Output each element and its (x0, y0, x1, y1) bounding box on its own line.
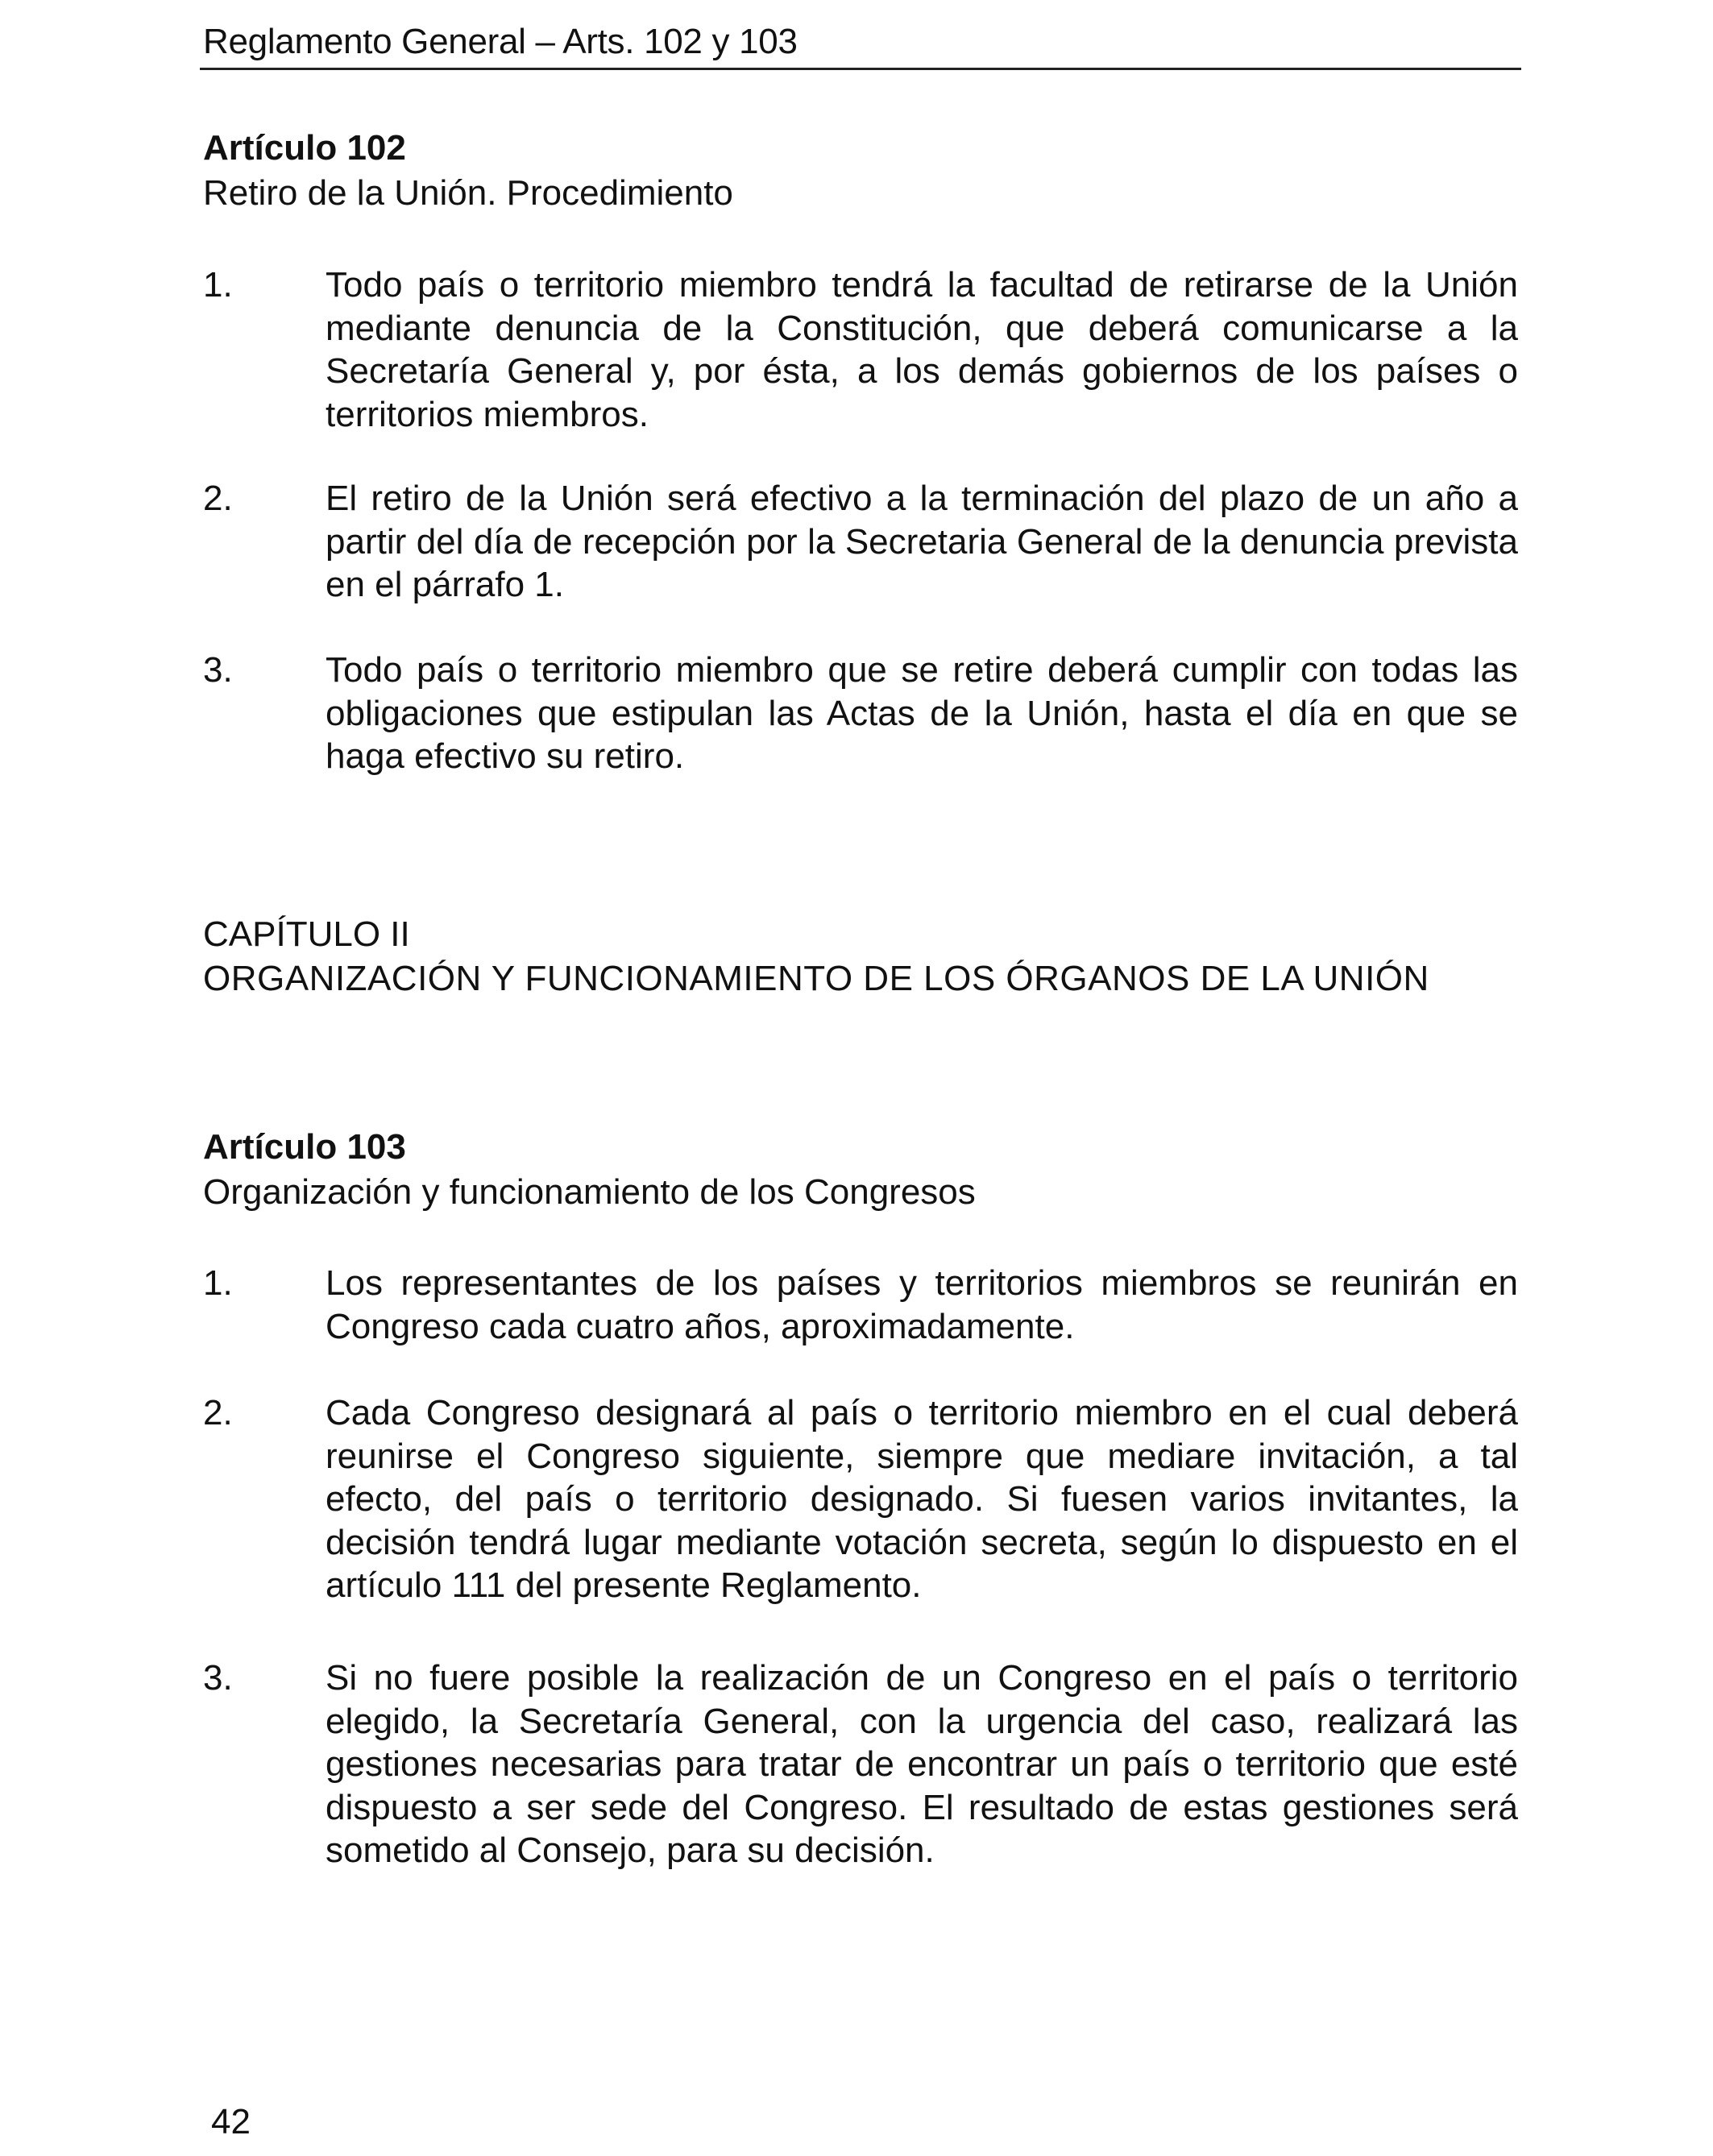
header-rule (200, 68, 1521, 70)
paragraph-text: El retiro de la Unión será efectivo a la terminación del plazo de un año a partir del día de recepción por la Secretaria General de la denuncia prevista en el párrafo 1. (326, 479, 1518, 604)
article-heading: Artículo 102 (203, 128, 406, 168)
paragraph-text: Los representantes de los países y territorios miembros se reunirán en Congreso cada cuatro años, aproximadamente. (326, 1263, 1518, 1346)
article-102-paragraph-3 (203, 649, 1518, 778)
article-heading: Artículo 103 (203, 1127, 406, 1167)
page-number: 42 (211, 2102, 251, 2141)
article-subtitle: Organización y funcionamiento de los Congresos (203, 1172, 976, 1212)
article-subtitle: Retiro de la Unión. Procedimiento (203, 173, 733, 213)
paragraph-number: 1. (203, 1263, 233, 1303)
article-103-paragraph-1 (203, 1262, 1518, 1348)
article-103-header (203, 1125, 1518, 1215)
paragraph-text: Todo país o territorio miembro tendrá la facultad de retirarse de la Unión mediante denuncia de la Constitución, que deberá comunicarse a la Secretaría General y, por ésta, a los demás gobiernos de los países o territorios miembros. (326, 265, 1518, 434)
paragraph-number: 2. (203, 1393, 233, 1432)
paragraph-text: Cada Congreso designará al país o territorio miembro en el cual deberá reunirse el Congreso siguiente, siempre que mediare invitación, a tal efecto, del país o territorio designado. Si fuesen varios invitantes, la decisión tendrá lugar mediante votación secreta, según lo dispuesto en el artículo 111 del presente Reglamento. (326, 1393, 1518, 1605)
article-103-paragraph-3 (203, 1656, 1518, 1872)
paragraph-text: Todo país o territorio miembro que se retire deberá cumplir con todas las obligaciones que estipulan las Actas de la Unión, hasta el día en que se haga efectivo su retiro. (326, 650, 1518, 776)
paragraph-number: 2. (203, 479, 233, 518)
paragraph-number: 1. (203, 265, 233, 305)
chapter-title: ORGANIZACIÓN Y FUNCIONAMIENTO DE LOS ÓRGANOS DE LA UNIÓN (203, 959, 1429, 998)
paragraph-number: 3. (203, 1658, 233, 1698)
article-102-paragraph-1 (203, 263, 1518, 436)
article-102-paragraph-2 (203, 477, 1518, 607)
article-102-header (203, 126, 1518, 216)
chapter-heading (203, 912, 1518, 1001)
paragraph-number: 3. (203, 650, 233, 690)
article-103-paragraph-2 (203, 1391, 1518, 1607)
chapter-label: CAPÍTULO II (203, 914, 410, 954)
paragraph-text: Si no fuere posible la realización de un Congreso en el país o territorio elegido, la Secretaría General, con la urgencia del caso, realizará las gestiones necesarias para tratar de encontrar un país o territorio que esté dispuesto a ser sede del Congreso. El resultado de estas gestiones será sometido al Consejo, para su decisión. (326, 1658, 1518, 1870)
running-header: Reglamento General – Arts. 102 y 103 (203, 22, 798, 61)
